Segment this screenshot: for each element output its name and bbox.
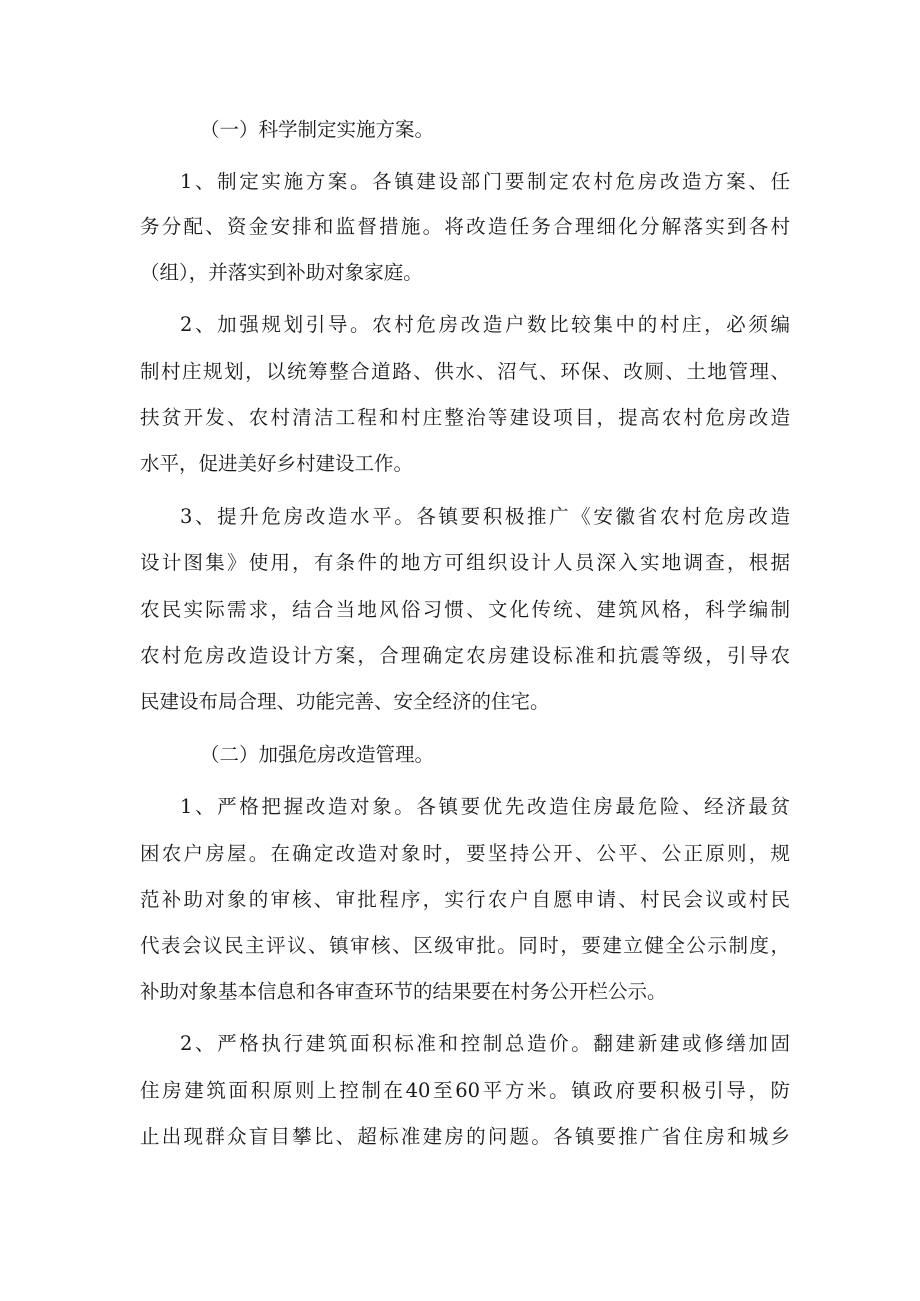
paragraph-line: 制村庄规划，以统筹整合道路、供水、沼气、环保、改厕、土地管理、 bbox=[140, 360, 790, 383]
paragraph-line: 设计图集》使用，有条件的地方可组织设计人员深入实地调查，根据 bbox=[140, 551, 790, 574]
paragraph-line: 困农户房屋。在确定改造对象时，要坚持公开、公平、公正原则，规 bbox=[140, 842, 790, 865]
paragraph-line: 止出现群众盲目攀比、超标准建房的问题。各镇要推广省住房和城乡 bbox=[140, 1125, 790, 1148]
paragraph-line: 扶贫开发、农村清洁工程和村庄整治等建设项目，提高农村危房改造 bbox=[140, 406, 790, 429]
section-heading-2: （二）加强危房改造管理。 bbox=[200, 743, 435, 766]
paragraph-line: 3、提升危房改造水平。各镇要积极推广《安徽省农村危房改造 bbox=[180, 505, 790, 528]
paragraph-line: 补助对象基本信息和各审查环节的结果要在村务公开栏公示。 bbox=[140, 980, 667, 1003]
paragraph-line: 2、严格执行建筑面积标准和控制总造价。翻建新建或修缮加固 bbox=[180, 1032, 790, 1055]
paragraph-line: 务分配、资金安排和监督措施。将改造任务合理细化分解落实到各村 bbox=[140, 215, 790, 238]
paragraph-line: 水平，促进美好乡村建设工作。 bbox=[140, 452, 414, 475]
paragraph-line: 住房建筑面积原则上控制在40至60平方米。镇政府要积极引导，防 bbox=[140, 1079, 790, 1102]
paragraph-line: 1、严格把握改造对象。各镇要优先改造住房最危险、经济最贫 bbox=[180, 795, 790, 818]
paragraph-line: 农村危房改造设计方案，合理确定农房建设标准和抗震等级，引导农 bbox=[140, 644, 790, 667]
paragraph-line: 民建设布局合理、功能完善、安全经济的住宅。 bbox=[140, 690, 550, 713]
section-heading-1: （一）科学制定实施方案。 bbox=[200, 118, 435, 141]
paragraph-line: 范补助对象的审核、审批程序，实行农户自愿申请、村民会议或村民 bbox=[140, 888, 790, 911]
paragraph-line: （组），并落实到补助对象家庭。 bbox=[140, 261, 423, 284]
paragraph-line: 代表会议民主评议、镇审核、区级审批。同时，要建立健全公示制度， bbox=[140, 934, 790, 957]
paragraph-line: 2、加强规划引导。农村危房改造户数比较集中的村庄，必须编 bbox=[180, 313, 790, 336]
paragraph-line: 1、制定实施方案。各镇建设部门要制定农村危房改造方案、任 bbox=[180, 170, 790, 193]
paragraph-line: 农民实际需求，结合当地风俗习惯、文化传统、建筑风格，科学编制 bbox=[140, 598, 790, 621]
